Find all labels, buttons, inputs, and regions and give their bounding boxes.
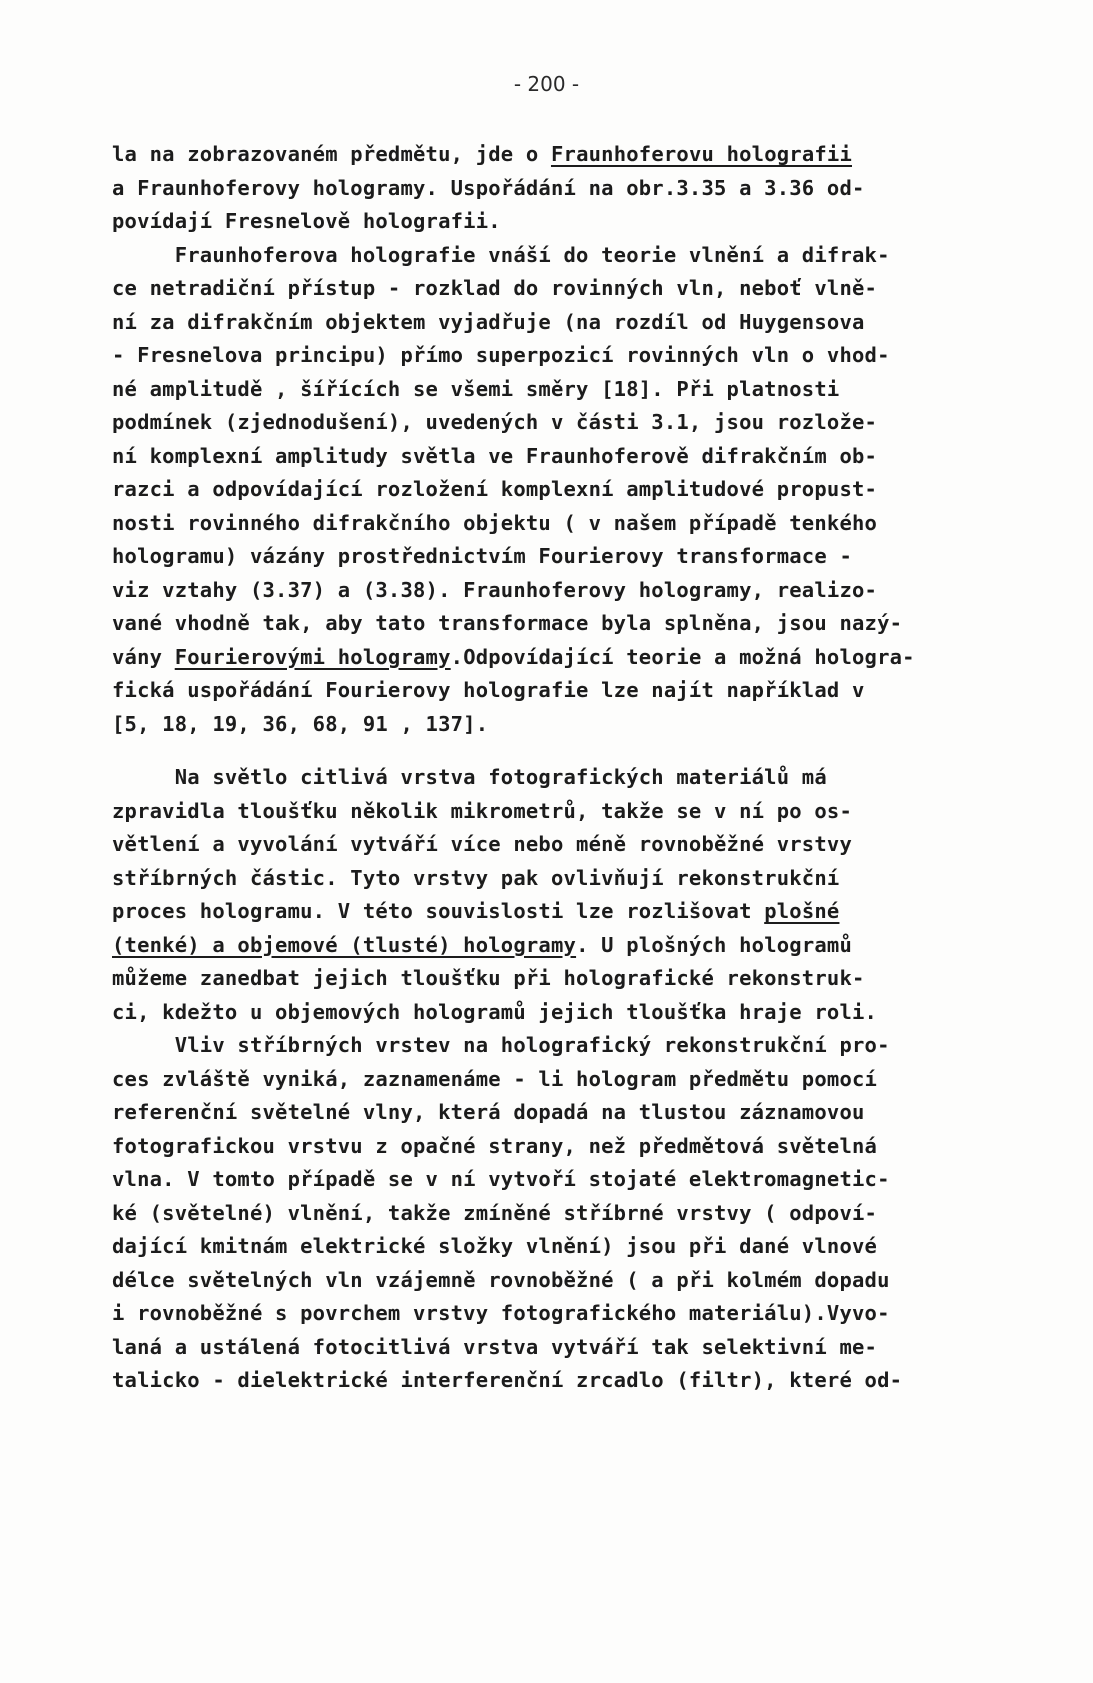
text-line xyxy=(112,306,1062,340)
text-segment: stříbrných částic. Tyto vrstvy pak ovlivňují rekonstrukční xyxy=(112,865,840,890)
text-line xyxy=(112,1163,1062,1197)
text-line xyxy=(112,138,1062,172)
text-segment: Vliv stříbrných vrstev na holografický rekonstrukční pro- xyxy=(112,1033,890,1057)
text-line xyxy=(112,440,1062,474)
text-line xyxy=(112,239,1062,273)
text-segment: povídají Fresnelově holografii. xyxy=(112,209,501,233)
text-line xyxy=(112,674,1062,708)
text-line xyxy=(112,540,1062,574)
text-segment: podmínek (zjednodušení), uvedených v části 3.1, jsou rozlože- xyxy=(112,410,878,434)
text-segment: délce světelných vln vzájemně rovnoběžné ( a při kolmém dopadu xyxy=(112,1267,890,1292)
page-number: - 200 - xyxy=(513,72,580,96)
text-line xyxy=(112,339,1062,373)
text-segment: a Fraunhoferovy hologramy. Uspořádání na obr.3.35 a 3.36 od- xyxy=(112,175,865,200)
text-segment: laná a ustálená fotocitlivá vrstva vytváří tak selektivní me- xyxy=(112,1334,878,1359)
text-line xyxy=(112,895,1062,929)
text-segment: vlna. V tomto případě se v ní vytvoří stojaté elektromagnetic- xyxy=(112,1167,890,1191)
text-line xyxy=(112,172,1062,206)
text-segment: Na světlo citlivá vrstva fotografických materiálů má xyxy=(112,765,827,789)
underlined-term: Fraunhoferovu holografii xyxy=(550,142,852,166)
text-line xyxy=(112,406,1062,440)
text-line xyxy=(112,205,1062,239)
text-line xyxy=(112,641,1062,675)
text-segment: proces hologramu. V této souvislosti lze rozlišovat xyxy=(112,899,765,923)
body-text xyxy=(112,138,1062,1398)
text-segment: dající kmitnám elektrické složky vlnění) jsou při dané vlnové xyxy=(112,1234,878,1258)
text-segment: . U plošných hologramů xyxy=(576,932,852,957)
text-segment: razci a odpovídající rozložení komplexní amplitudové propust- xyxy=(112,477,878,501)
text-segment: viz vztahy (3.37) a (3.38). Fraunhoferovy hologramy, realizo- xyxy=(112,577,878,602)
text-segment: fotografickou vrstvu z opačné strany, než předmětová světelná xyxy=(112,1133,878,1158)
text-line xyxy=(112,1230,1062,1264)
text-line xyxy=(112,828,1062,862)
text-segment: větlení a vyvolání vytváří více nebo méně rovnoběžné vrstvy xyxy=(112,832,852,856)
text-segment: fická uspořádání Fourierovy holografie lze najít například v xyxy=(112,678,865,702)
text-segment: ce netradiční přístup - rozklad do rovinných vln, neboť vlně- xyxy=(112,276,878,300)
text-line xyxy=(112,1197,1062,1231)
text-line xyxy=(112,929,1062,963)
underlined-term: Fourierovými hologramy xyxy=(174,644,451,669)
text-segment: - Fresnelova principu) přímo superpozicí rovinných vln o vhod- xyxy=(112,343,890,367)
text-segment: la na zobrazovaném předmětu, jde o xyxy=(112,142,551,166)
text-line xyxy=(112,1130,1062,1164)
text-line xyxy=(112,1063,1062,1097)
underlined-term: (tenké) a objemové (tlusté) hologramy xyxy=(112,932,577,957)
text-line xyxy=(112,574,1062,608)
text-line xyxy=(112,373,1062,407)
text-segment: né amplitudě , šířících se všemi směry [18]. Při platnosti xyxy=(112,376,840,401)
underlined-term: plošné xyxy=(764,899,840,923)
text-segment: Fraunhoferova holografie vnáší do teorie vlnění a difrak- xyxy=(112,242,890,267)
text-segment: zpravidla tloušťku několik mikrometrů, takže se v ní po os- xyxy=(112,798,852,823)
text-segment: můžeme zanedbat jejich tloušťku při holografické rekonstruk- xyxy=(112,966,865,990)
text-segment: ní komplexní amplitudy světla ve Fraunhoferově difrakčním ob- xyxy=(112,443,878,468)
text-segment: vány xyxy=(112,644,175,669)
text-segment: nosti rovinného difrakčního objektu ( v našem případě tenkého xyxy=(112,510,878,535)
text-line xyxy=(112,1029,1062,1063)
text-line xyxy=(112,607,1062,641)
text-line xyxy=(112,1096,1062,1130)
text-segment: ces zvláště vyniká, zaznamenáme - li hologram předmětu pomocí xyxy=(112,1066,878,1091)
text-line xyxy=(112,996,1062,1030)
text-line xyxy=(112,962,1062,996)
text-line xyxy=(112,473,1062,507)
text-segment: referenční světelné vlny, která dopadá na tlustou záznamovou xyxy=(112,1100,865,1124)
text-segment: [5, 18, 19, 36, 68, 91 , 137]. xyxy=(112,711,489,736)
text-line xyxy=(112,272,1062,306)
text-line xyxy=(112,507,1062,541)
text-segment: .Odpovídající teorie a možná hologra- xyxy=(450,644,915,669)
text-segment: i rovnoběžné s povrchem vrstvy fotografického materiálu).Vyvo- xyxy=(112,1301,890,1325)
text-segment: ké (světelné) vlnění, takže zmíněné stříbrné vrstvy ( odpoví- xyxy=(112,1200,878,1225)
text-segment: hologramu) vázány prostřednictvím Fourierovy transformace - xyxy=(112,544,852,568)
text-line xyxy=(112,795,1062,829)
text-line xyxy=(112,708,1062,742)
text-segment: ní za difrakčním objektem vyjadřuje (na rozdíl od Huygensova xyxy=(112,309,865,334)
text-line xyxy=(112,1264,1062,1298)
text-segment: ci, kdežto u objemových hologramů jejich tloušťka hraje roli. xyxy=(112,999,878,1024)
text-segment: vané vhodně tak, aby tato transformace byla splněna, jsou nazý- xyxy=(112,611,903,635)
text-segment: talicko - dielektrické interferenční zrcadlo (filtr), které od- xyxy=(112,1368,903,1392)
text-line xyxy=(112,1331,1062,1365)
text-line xyxy=(112,1297,1062,1331)
text-line xyxy=(112,862,1062,896)
text-line xyxy=(112,1364,1062,1398)
text-line xyxy=(112,761,1062,795)
